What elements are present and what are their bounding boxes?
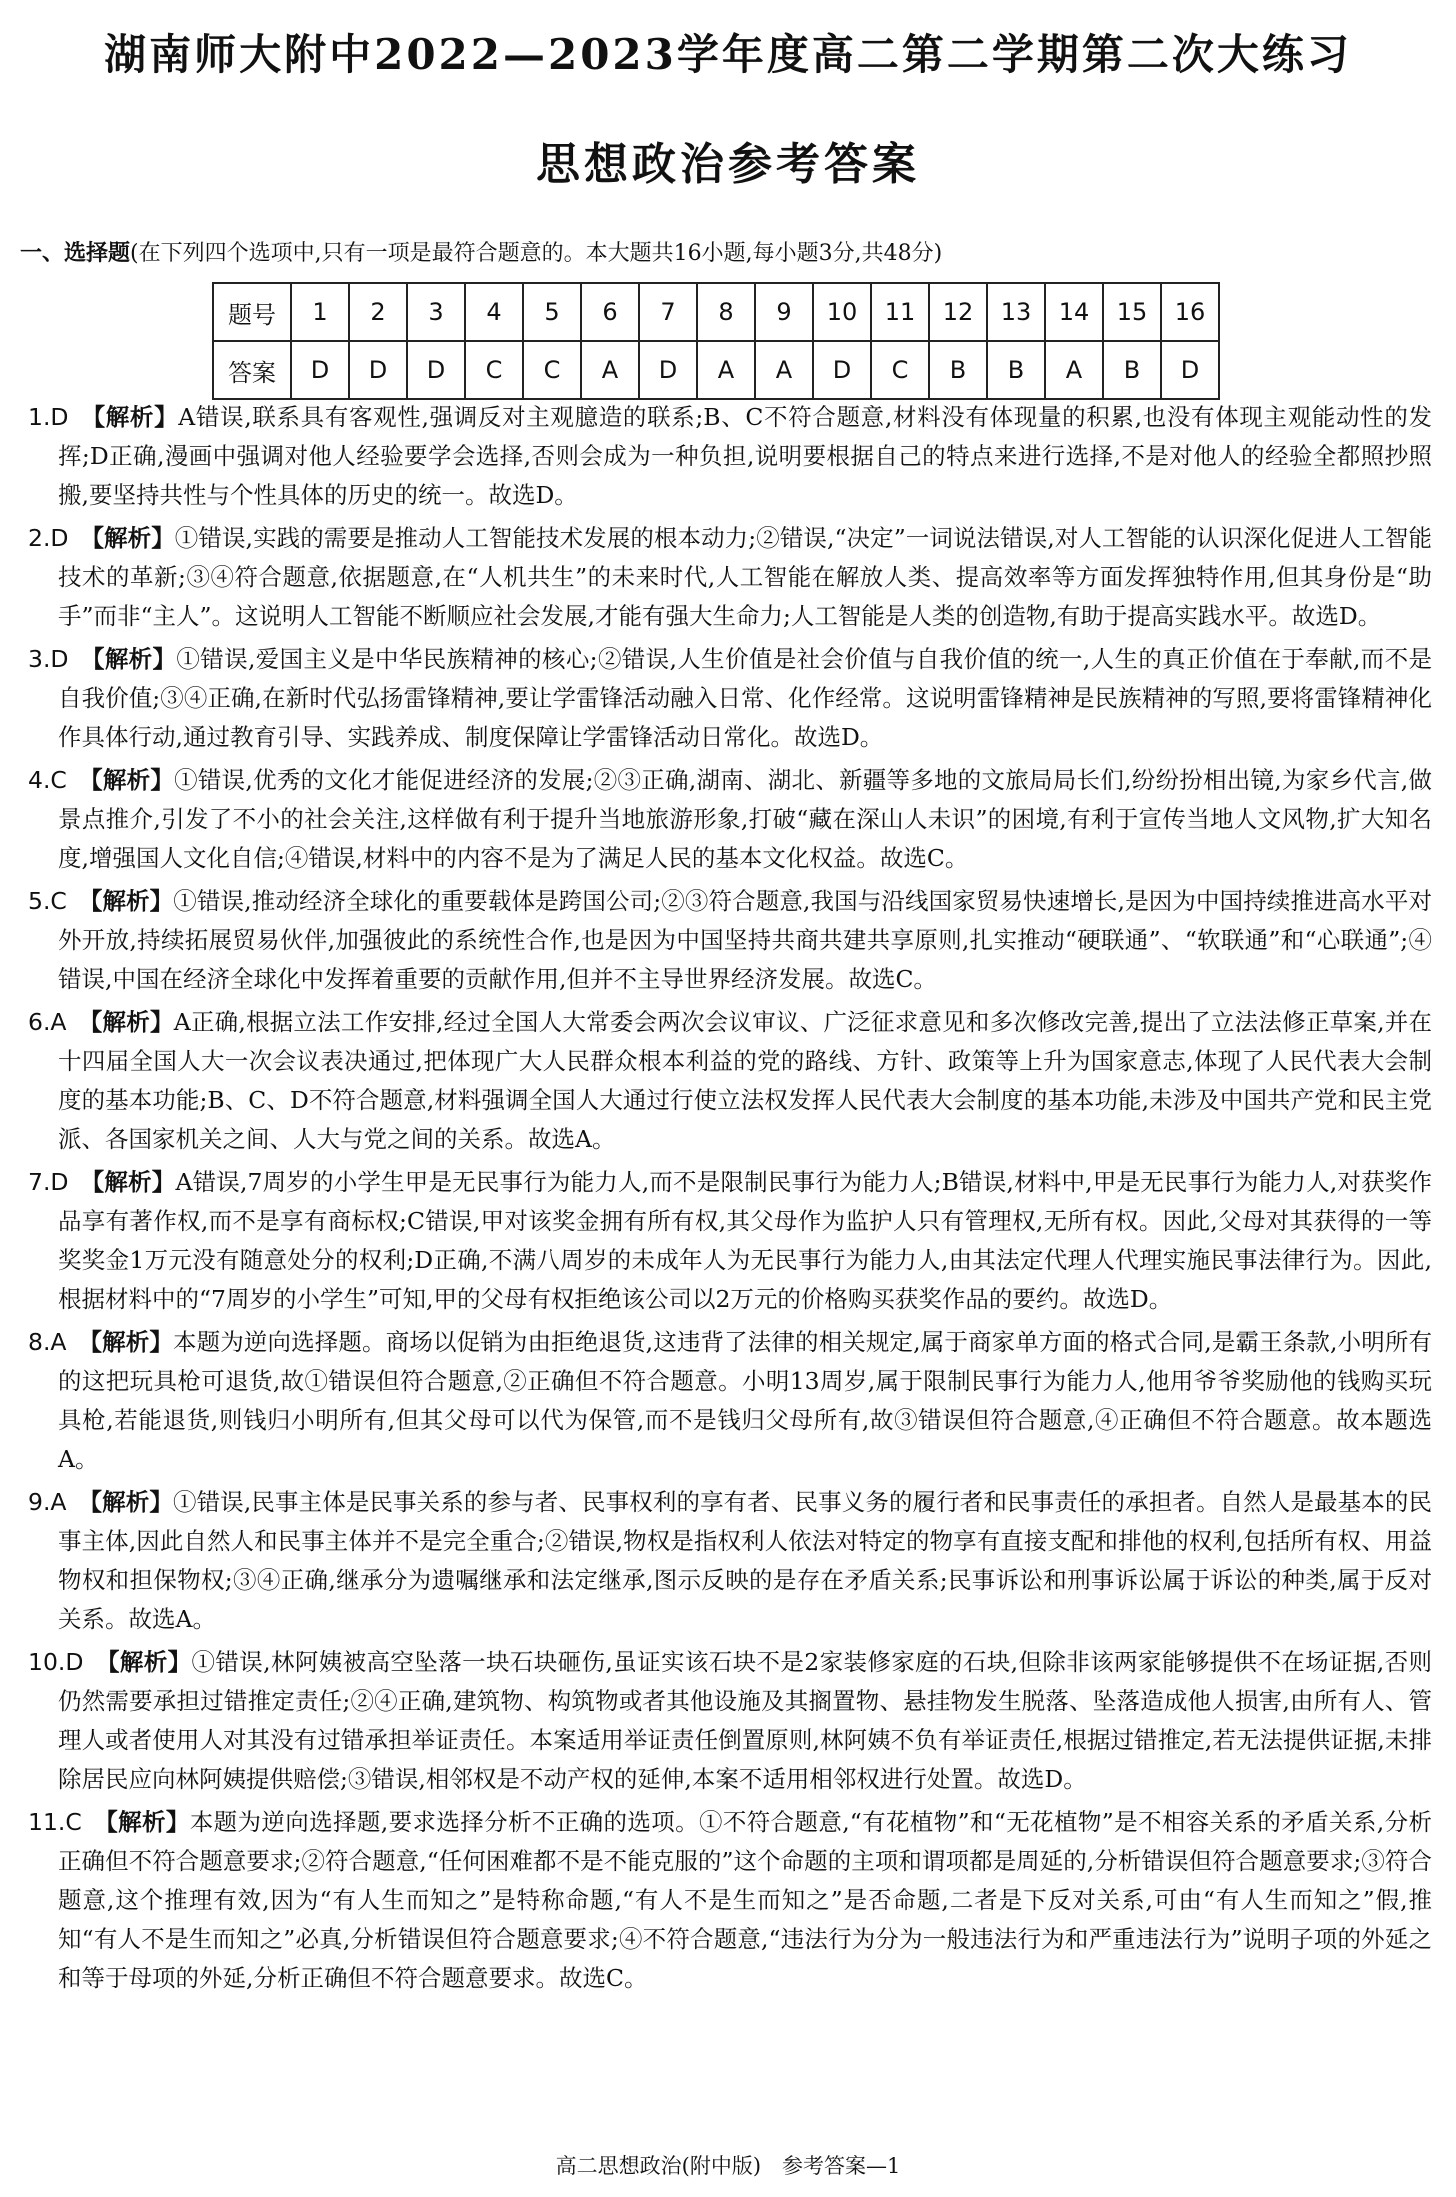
item-text: ①错误,推动经济全球化的重要载体是跨国公司;②③符合题意,我国与沿线国家贸易快速增长,是因为中国持续推进高水平对外开放,持续拓展贸易伙伴,加强彼此的系统性合作,也是因为中国坚持共商共建共享原则,扎实推动“硬联通”、“软联通”和“心联通”;④错误,中国在经济全球化中发挥着重要的贡献作用,但并不主导世界经济发展。故选C。 [58, 887, 1433, 993]
item-text: 本题为逆向选择题。商场以促销为由拒绝退货,这违背了法律的相关规定,属于商家单方面的格式合同,是霸王条款,小明所有的这把玩具枪可退货,故①错误但符合题意,②正确但不符合题意。小明13周岁,属于限制民事行为能力人,他用爷爷奖励他的钱购买玩具枪,若能退货,则钱归小明所有,但其父母可以代为保管,而不是钱归父母所有,故③错误但符合题意,④正确但不符合题意。故本题选A。 [58, 1328, 1432, 1473]
explanation-item [28, 398, 1432, 515]
item-text: A错误,联系具有客观性,强调反对主观臆造的联系;B、C不符合题意,材料没有体现量的积累,也没有体现主观能动性的发挥;D正确,漫画中强调对他人经验要学会选择,否则会成为一种负担,说明要根据自己的特点来进行选择,不是对他人的经验全都照抄照搬,要坚持共性与个性具体的历史的统一。故选D。 [58, 403, 1433, 509]
question-number: 9 [755, 283, 813, 341]
section-heading [20, 236, 942, 267]
analysis-tag: 【解析】 [93, 403, 179, 431]
explanation-item [28, 1803, 1432, 1998]
number-row-header: 题号 [213, 283, 291, 341]
question-number: 1 [291, 283, 349, 341]
question-number: 12 [929, 283, 987, 341]
item-number: 5.C [28, 887, 67, 915]
item-number: 11.C [28, 1808, 82, 1836]
document-title: 湖南师大附中2022—2023学年度高二第二学期第二次大练习 [104, 30, 1352, 79]
explanation-item [28, 1643, 1432, 1799]
answer-cell: B [987, 341, 1045, 399]
item-number: 2.D [28, 524, 69, 552]
explanation-item [28, 1483, 1432, 1639]
question-number: 6 [581, 283, 639, 341]
analysis-tag: 【解析】 [92, 1168, 176, 1196]
item-number: 4.C [28, 766, 67, 794]
analysis-tag: 【解析】 [106, 1808, 190, 1836]
answer-cell: D [813, 341, 871, 399]
answer-cell: D [639, 341, 697, 399]
answer-table [212, 282, 1220, 400]
explanation-item [28, 882, 1432, 999]
item-text: ①错误,民事主体是民事关系的参与者、民事权利的享有者、民事义务的履行者和民事责任的承担者。自然人是最基本的民事主体,因此自然人和民事主体并不是完全重合;②错误,物权是指权利人依法对特定的物享有直接支配和排他的权利,包括所有权、用益物权和担保物权;③④正确,继承分为遗嘱继承和法定继承,图示反映的是存在矛盾关系;民事诉讼和刑事诉讼属于诉讼的种类,属于反对关系。故选A。 [58, 1488, 1433, 1633]
item-number: 7.D [28, 1168, 69, 1196]
analysis-tag: 【解析】 [92, 645, 177, 673]
explanation-list [28, 398, 1432, 2002]
analysis-tag: 【解析】 [90, 887, 174, 915]
question-number: 16 [1161, 283, 1219, 341]
answer-table-answer-row [213, 341, 1219, 399]
section-note: (在下列四个选项中,只有一项是最符合题意的。本大题共16小题,每小题3分,共48分) [130, 241, 943, 266]
answer-table-number-row [213, 283, 1219, 341]
item-number: 9.A [28, 1488, 67, 1516]
analysis-tag: 【解析】 [90, 1488, 173, 1516]
item-text: A错误,7周岁的小学生甲是无民事行为能力人,而不是限制民事行为能力人;B错误,材料中,甲是无民事行为能力人,对获奖作品享有著作权,而不是享有商标权;C错误,甲对该奖金拥有所有权,其父母作为监护人只有管理权,无所有权。因此,父母对其获得的一等奖奖金1万元没有随意处分的权利;D正确,不满八周岁的未成年人为无民事行为能力人,由其法定代理人代理实施民事法律行为。因此,根据材料中的“7周岁的小学生”可知,甲的父母有权拒绝该公司以2万元的价格购买获奖作品的要约。故选D。 [58, 1168, 1433, 1313]
item-number: 10.D [28, 1648, 84, 1676]
item-number: 8.A [28, 1328, 67, 1356]
question-number: 3 [407, 283, 465, 341]
answer-cell: D [349, 341, 407, 399]
answer-cell: D [407, 341, 465, 399]
answer-cell: B [929, 341, 987, 399]
document-subtitle: 思想政治参考答案 [536, 139, 920, 190]
question-number: 7 [639, 283, 697, 341]
analysis-tag: 【解析】 [90, 1008, 174, 1036]
question-number: 14 [1045, 283, 1103, 341]
question-number: 10 [813, 283, 871, 341]
question-number: 15 [1103, 283, 1161, 341]
explanation-item [28, 1323, 1432, 1479]
item-text: ①错误,实践的需要是推动人工智能技术发展的根本动力;②错误,“决定”一词说法错误,对人工智能的认识深化促进人工智能技术的革新;③④符合题意,依据题意,在“人机共生”的未来时代,人工智能在解放人类、提高效率等方面发挥独特作用,但其身份是“助手”而非“主人”。这说明人工智能不断顺应社会发展,才能有强大生命力;人工智能是人类的创造物,有助于提高实践水平。故选D。 [58, 524, 1433, 630]
item-number: 6.A [28, 1008, 67, 1036]
analysis-tag: 【解析】 [90, 1328, 174, 1356]
section-label: 一、选择题 [20, 240, 131, 266]
question-number: 8 [697, 283, 755, 341]
answer-cell: D [1161, 341, 1219, 399]
explanation-item [28, 1003, 1432, 1159]
question-number: 2 [349, 283, 407, 341]
question-number: 4 [465, 283, 523, 341]
answer-cell: C [465, 341, 523, 399]
item-text: 本题为逆向选择题,要求选择分析不正确的选项。①不符合题意,“有花植物”和“无花植物”是不相容关系的矛盾关系,分析正确但不符合题意要求;②符合题意,“任何困难都不是不能克服的”这个命题的主项和谓项都是周延的,分析错误但符合题意要求;③符合题意,这个推理有效,因为“有人生而知之”是特称命题,“有人不是生而知之”是否命题,二者是下反对关系,可由“有人生而知之”假,推知“有人不是生而知之”必真,分析错误但符合题意要求;④不符合题意,“违法行为分为一般违法行为和严重违法行为”说明子项的外延之和等于母项的外延,分析正确但不符合题意要求。故选C。 [58, 1808, 1432, 1992]
explanation-item [28, 519, 1432, 636]
explanation-item [28, 640, 1432, 757]
item-text: ①错误,爱国主义是中华民族精神的核心;②错误,人生价值是社会价值与自我价值的统一,人生的真正价值在于奉献,而不是自我价值;③④正确,在新时代弘扬雷锋精神,要让学雷锋活动融入日常、化作经常。这说明雷锋精神是民族精神的写照,要将雷锋精神化作具体行动,通过教育引导、实践养成、制度保障让学雷锋活动日常化。故选D。 [58, 645, 1433, 751]
answer-cell: A [755, 341, 813, 399]
question-number: 11 [871, 283, 929, 341]
answer-cell: B [1103, 341, 1161, 399]
answer-cell: A [1045, 341, 1103, 399]
item-text: ①错误,优秀的文化才能促进经济的发展;②③正确,湖南、湖北、新疆等多地的文旅局局长们,纷纷扮相出镜,为家乡代言,做景点推介,引发了不小的社会关注,这样做有利于提升当地旅游形象,打破“藏在深山人未识”的困境,有利于宣传当地人文风物,扩大知名度,增强国人文化自信;④错误,材料中的内容不是为了满足人民的基本文化权益。故选C。 [58, 766, 1433, 872]
page-footer: 高二思想政治(附中版) 参考答案—1 [555, 2154, 901, 2178]
item-number: 3.D [28, 645, 69, 673]
answer-cell: C [523, 341, 581, 399]
answer-cell: C [871, 341, 929, 399]
item-text: ①错误,林阿姨被高空坠落一块石块砸伤,虽证实该石块不是2家装修家庭的石块,但除非该两家能够提供不在场证据,否则仍然需要承担过错推定责任;②④正确,建筑物、构筑物或者其他设施及其搁置物、悬挂物发生脱落、坠落造成他人损害,由所有人、管理人或者使用人对其没有过错承担举证责任。本案适用举证责任倒置原则,林阿姨不负有举证责任,根据过错推定,若无法提供证据,未排除居民应向林阿姨提供赔偿;③错误,相邻权是不动产权的延伸,本案不适用相邻权进行处置。故选D。 [58, 1648, 1432, 1793]
answer-row-header: 答案 [213, 341, 291, 399]
item-number: 1.D [28, 403, 69, 431]
answer-cell: D [291, 341, 349, 399]
question-number: 5 [523, 283, 581, 341]
question-number: 13 [987, 283, 1045, 341]
analysis-tag: 【解析】 [107, 1648, 192, 1676]
answer-cell: A [697, 341, 755, 399]
analysis-tag: 【解析】 [90, 766, 175, 794]
item-text: A正确,根据立法工作安排,经过全国人大常委会两次会议审议、广泛征求意见和多次修改完善,提出了立法法修正草案,并在十四届全国人大一次会议表决通过,把体现广大人民群众根本利益的党的路线、方针、政策等上升为国家意志,体现了人民代表大会制度的基本功能;B、C、D不符合题意,材料强调全国人大通过行使立法权发挥人民代表大会制度的基本功能,未涉及中国共产党和民主党派、各国家机关之间、人大与党之间的关系。故选A。 [58, 1008, 1433, 1153]
analysis-tag: 【解析】 [92, 524, 175, 552]
answer-cell: A [581, 341, 639, 399]
explanation-item [28, 1163, 1432, 1319]
explanation-item [28, 761, 1432, 878]
